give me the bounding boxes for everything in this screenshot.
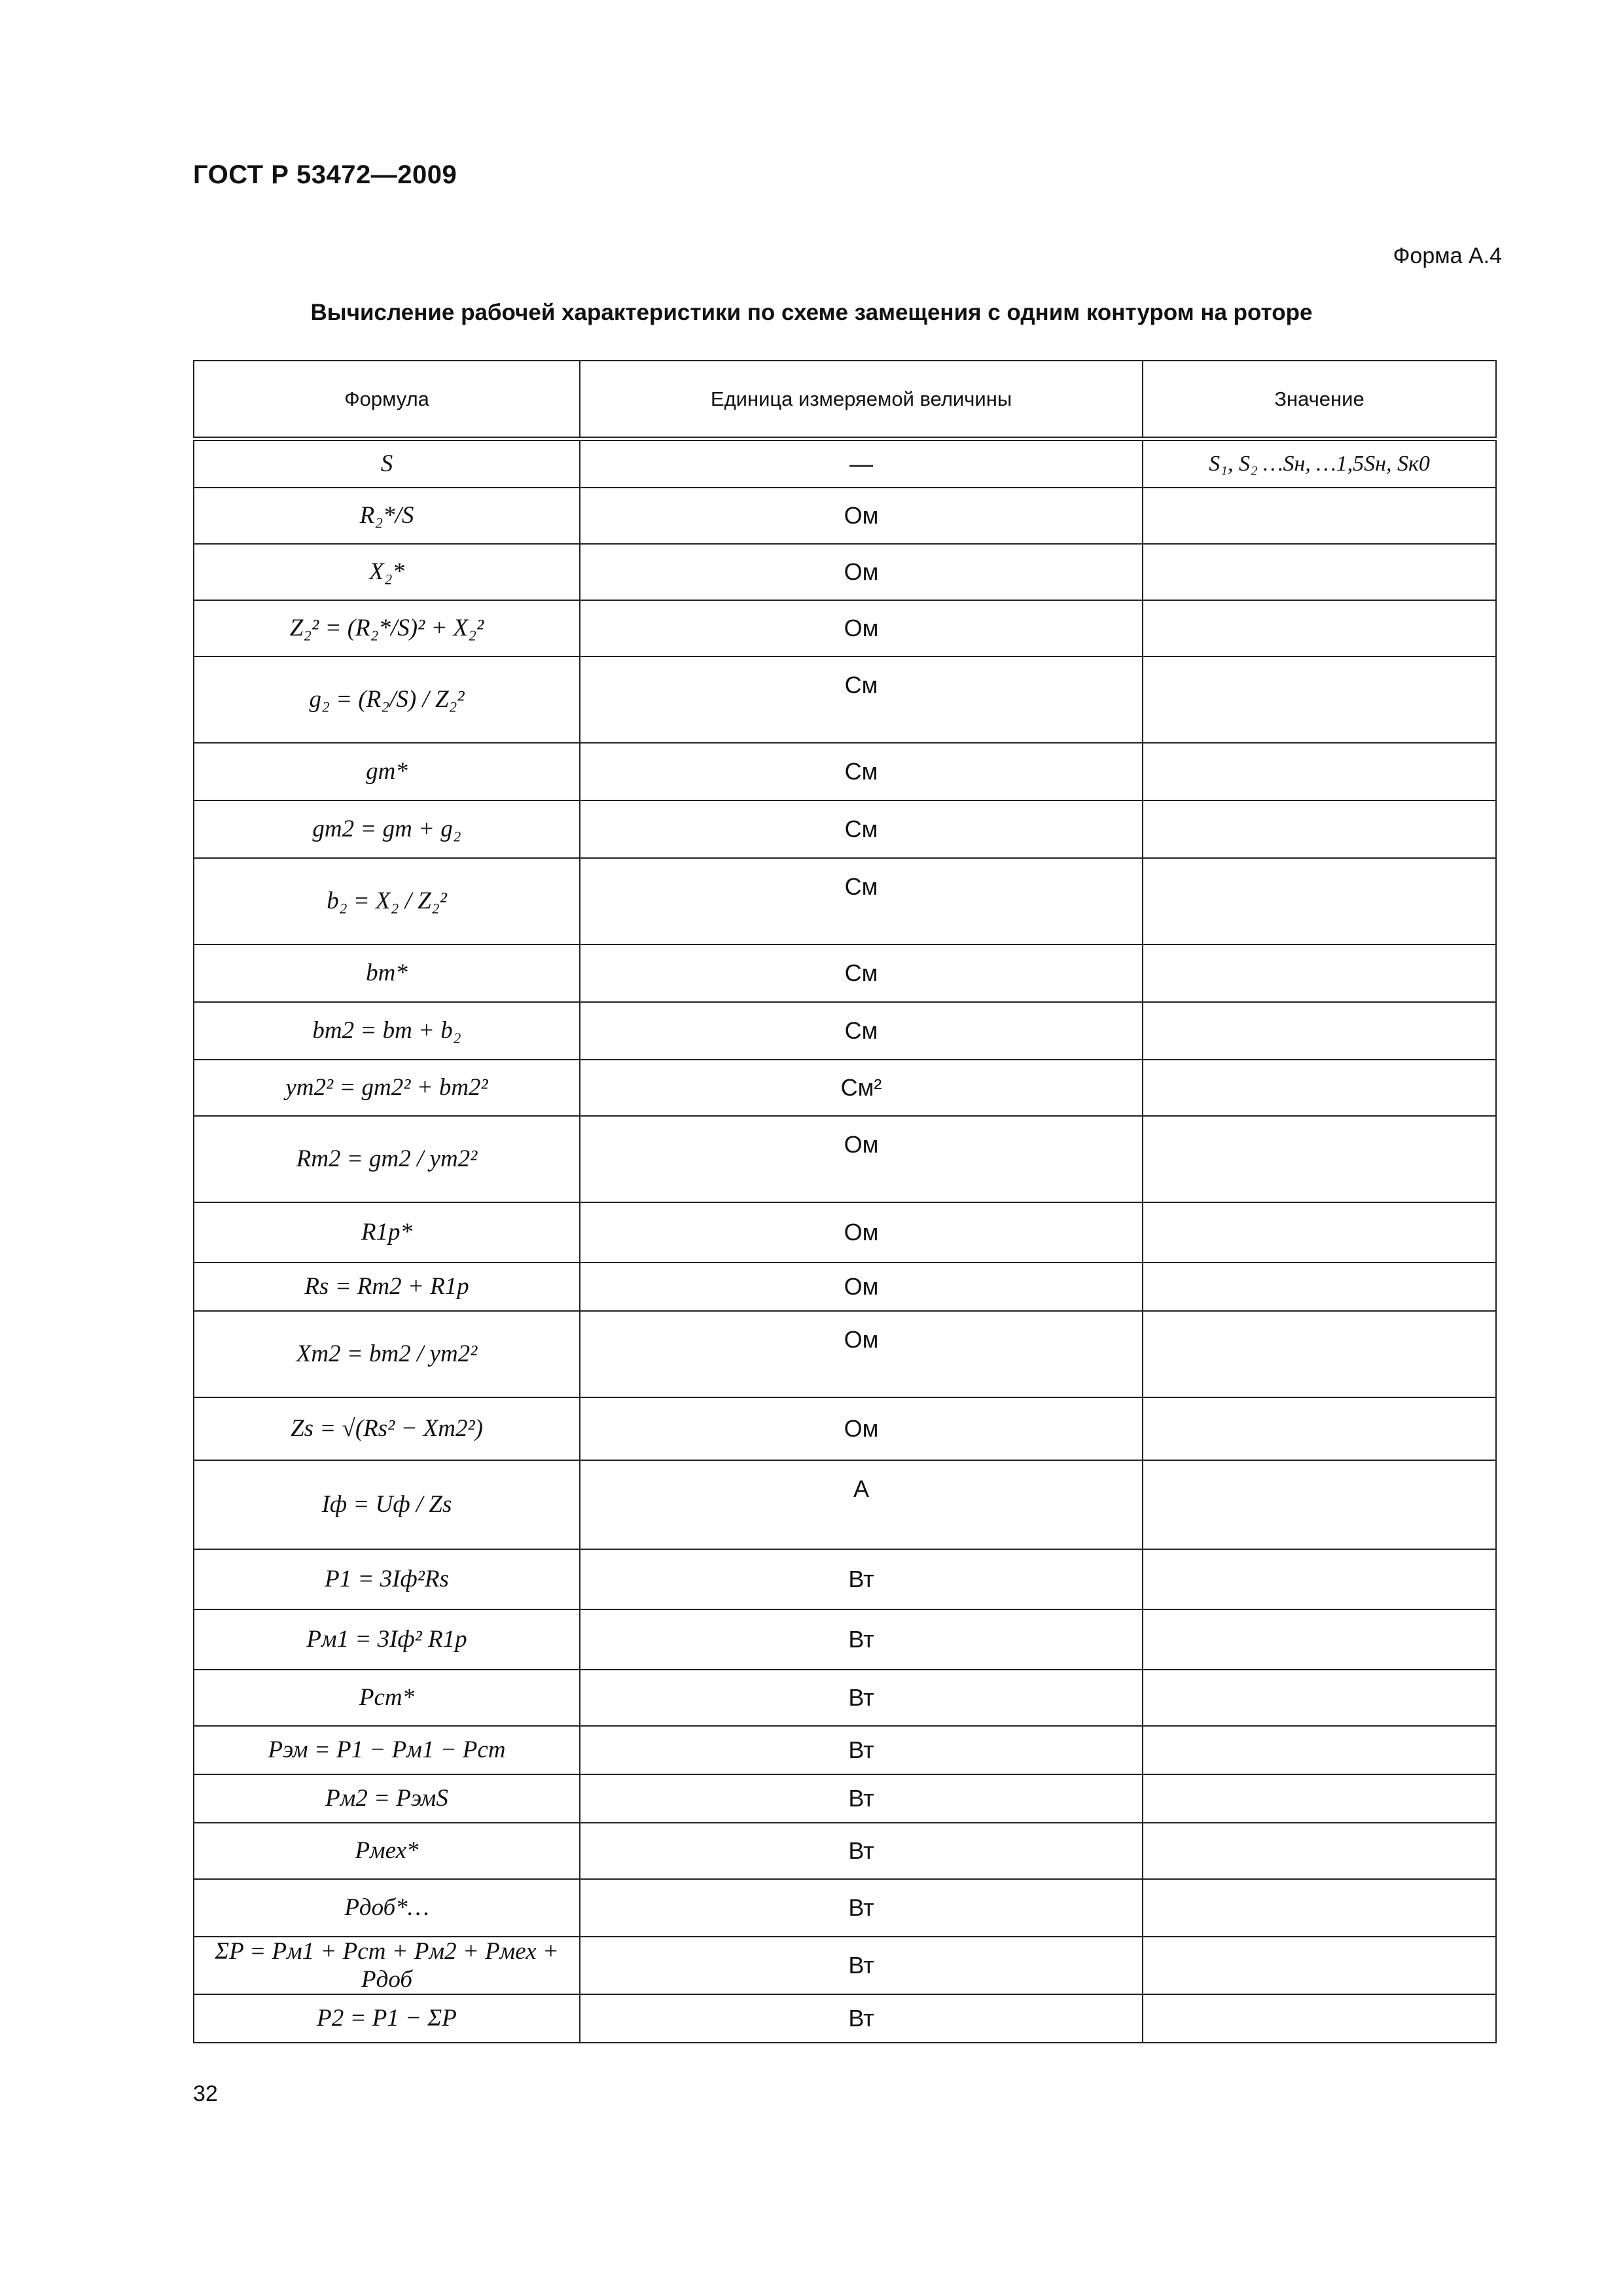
table-row xyxy=(194,600,1496,656)
table-row xyxy=(194,1397,1496,1460)
unit-cell: Ом xyxy=(580,488,1143,544)
value-cell xyxy=(1143,743,1496,800)
unit-cell: Вт xyxy=(580,1670,1143,1726)
formula-cell: gm2 = gm + g₂ xyxy=(194,800,580,858)
value-cell xyxy=(1143,1311,1496,1397)
formula-cell: Rm2 = gm2 / ym2² xyxy=(194,1116,580,1202)
formula-cell: Rs = Rm2 + R1p xyxy=(194,1263,580,1311)
table-row xyxy=(194,1609,1496,1670)
unit-cell: См² xyxy=(580,1060,1143,1116)
table-row xyxy=(194,1002,1496,1060)
formula-cell: Pэм = P1 − Pм1 − Pcm xyxy=(194,1726,580,1774)
table-row xyxy=(194,656,1496,743)
value-cell xyxy=(1143,1202,1496,1263)
formula-cell: gm* xyxy=(194,743,580,800)
unit-cell: Вт xyxy=(580,1937,1143,1994)
table-row xyxy=(194,1460,1496,1549)
value-cell xyxy=(1143,656,1496,743)
unit-cell: См xyxy=(580,944,1143,1002)
formula-cell: b₂ = X₂ / Z₂² xyxy=(194,858,580,944)
value-cell xyxy=(1143,1263,1496,1311)
value-cell xyxy=(1143,1116,1496,1202)
table-row xyxy=(194,858,1496,944)
page-number: 32 xyxy=(193,2081,218,2106)
value-cell xyxy=(1143,1397,1496,1460)
formula-cell: Pдоб*… xyxy=(194,1879,580,1937)
table-row xyxy=(194,1263,1496,1311)
value-cell xyxy=(1143,544,1496,600)
formula-cell: Pм1 = 3Iф² R1p xyxy=(194,1609,580,1670)
unit-cell: См xyxy=(580,858,1143,944)
value-cell xyxy=(1143,1994,1496,2043)
table-body xyxy=(194,439,1496,2043)
table-row xyxy=(194,1060,1496,1116)
unit-cell: См xyxy=(580,1002,1143,1060)
table-row xyxy=(194,944,1496,1002)
table-row xyxy=(194,1994,1496,2043)
unit-cell: Вт xyxy=(580,1774,1143,1823)
table-header-row xyxy=(194,361,1496,439)
unit-cell: См xyxy=(580,743,1143,800)
formula-cell: Z₂² = (R₂*/S)² + X₂² xyxy=(194,600,580,656)
formula-cell: Zs = √(Rs² − Xm2²) xyxy=(194,1397,580,1460)
formula-cell: R1р* xyxy=(194,1202,580,1263)
unit-cell: Ом xyxy=(580,1202,1143,1263)
unit-cell: Ом xyxy=(580,1397,1143,1460)
column-header-unit: Единица измеряемой величины xyxy=(580,361,1143,439)
table-row xyxy=(194,800,1496,858)
value-cell xyxy=(1143,1774,1496,1823)
value-cell xyxy=(1143,800,1496,858)
table-row xyxy=(194,1670,1496,1726)
table-title: Вычисление рабочей характеристики по схеме замещения с одним контуром на роторе xyxy=(310,300,1313,325)
formula-cell: ym2² = gm2² + bm2² xyxy=(194,1060,580,1116)
value-cell xyxy=(1143,600,1496,656)
table-row xyxy=(194,1774,1496,1823)
value-cell xyxy=(1143,858,1496,944)
unit-cell: Вт xyxy=(580,1609,1143,1670)
formula-cell: bm2 = bm + b₂ xyxy=(194,1002,580,1060)
table-row xyxy=(194,1549,1496,1609)
unit-cell: — xyxy=(580,439,1143,488)
unit-cell: Ом xyxy=(580,1263,1143,1311)
value-cell xyxy=(1143,1670,1496,1726)
formula-cell: P1 = 3Iф²Rs xyxy=(194,1549,580,1609)
unit-cell: Ом xyxy=(580,544,1143,600)
value-cell xyxy=(1143,1549,1496,1609)
formula-cell: ΣP = Pм1 + Pст + Pм2 + Pмех + Pдоб xyxy=(194,1937,580,1994)
table-row xyxy=(194,1879,1496,1937)
value-cell xyxy=(1143,944,1496,1002)
formula-cell: bm* xyxy=(194,944,580,1002)
column-header-formula: Формула xyxy=(194,361,580,439)
table-row xyxy=(194,488,1496,544)
formula-cell: S xyxy=(194,439,580,488)
unit-cell: Вт xyxy=(580,1994,1143,2043)
value-cell xyxy=(1143,1460,1496,1549)
unit-cell: Ом xyxy=(580,1311,1143,1397)
formula-cell: X₂* xyxy=(194,544,580,600)
unit-cell: См xyxy=(580,656,1143,743)
unit-cell: См xyxy=(580,800,1143,858)
table-row xyxy=(194,1823,1496,1879)
table-row xyxy=(194,1116,1496,1202)
formula-cell: Pм2 = PэмS xyxy=(194,1774,580,1823)
value-cell xyxy=(1143,1937,1496,1994)
formula-cell: g₂ = (R₂/S) / Z₂² xyxy=(194,656,580,743)
unit-cell: Вт xyxy=(580,1879,1143,1937)
table-row xyxy=(194,1937,1496,1994)
unit-cell: Вт xyxy=(580,1823,1143,1879)
formula-cell: Pcm* xyxy=(194,1670,580,1726)
formula-cell: Iф = Uф / Zs xyxy=(194,1460,580,1549)
table-row xyxy=(194,439,1496,488)
table-row xyxy=(194,544,1496,600)
column-header-value: Значение xyxy=(1143,361,1496,439)
table-row xyxy=(194,1202,1496,1263)
value-cell xyxy=(1143,488,1496,544)
unit-cell: Ом xyxy=(580,1116,1143,1202)
formula-cell: R₂*/S xyxy=(194,488,580,544)
table-row xyxy=(194,1726,1496,1774)
value-cell xyxy=(1143,1726,1496,1774)
unit-cell: Вт xyxy=(580,1549,1143,1609)
value-cell xyxy=(1143,1609,1496,1670)
value-cell xyxy=(1143,1002,1496,1060)
value-cell xyxy=(1143,1060,1496,1116)
form-label: Форма А.4 xyxy=(1393,243,1502,268)
formula-cell: P2 = P1 − ΣP xyxy=(194,1994,580,2043)
value-cell: S₁, S₂ …Sн, …1,5Sн, Sк0 xyxy=(1143,439,1496,488)
table-row xyxy=(194,1311,1496,1397)
calculation-table xyxy=(193,360,1497,2043)
formula-cell: Pмех* xyxy=(194,1823,580,1879)
unit-cell: А xyxy=(580,1460,1143,1549)
value-cell xyxy=(1143,1823,1496,1879)
unit-cell: Вт xyxy=(580,1726,1143,1774)
table-row xyxy=(194,743,1496,800)
document-number: ГОСТ Р 53472—2009 xyxy=(193,160,457,189)
value-cell xyxy=(1143,1879,1496,1937)
formula-cell: Xm2 = bm2 / ym2² xyxy=(194,1311,580,1397)
unit-cell: Ом xyxy=(580,600,1143,656)
